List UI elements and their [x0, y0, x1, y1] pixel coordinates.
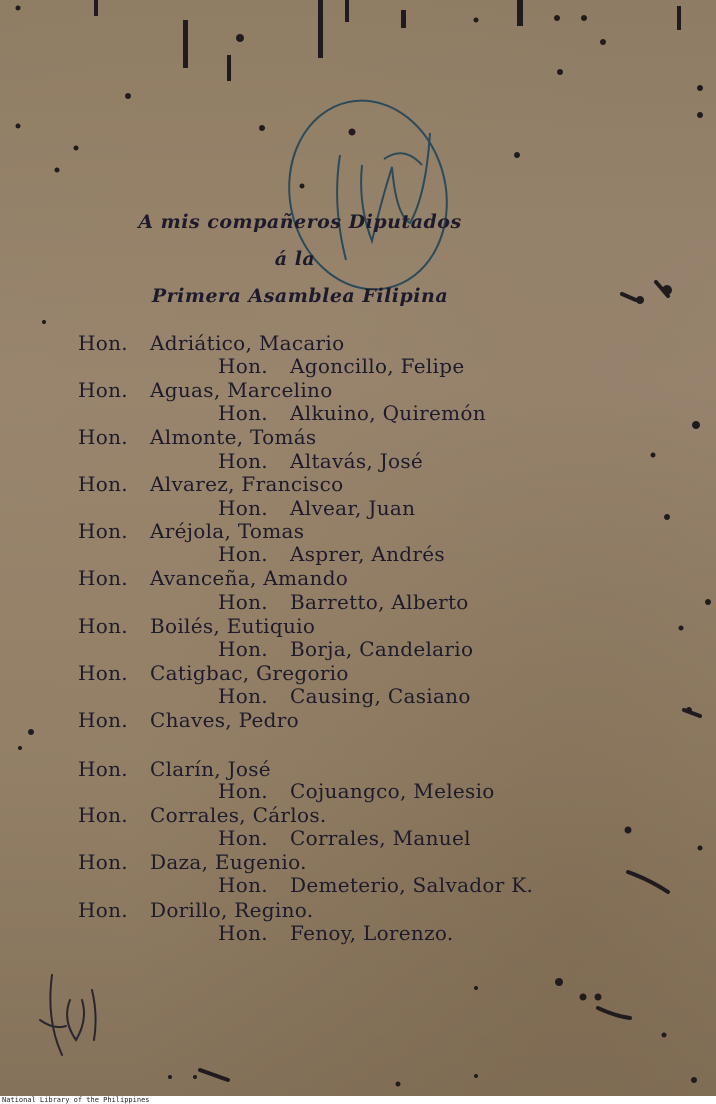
spot [557, 69, 563, 75]
honorific: Hon. [78, 757, 128, 781]
spot [474, 986, 478, 990]
ink-stroke [517, 0, 523, 26]
spot [514, 152, 520, 158]
honorific: Hon. [218, 779, 268, 803]
spot [580, 994, 587, 1001]
honorific: Hon. [78, 708, 128, 732]
spot [16, 124, 21, 129]
spot [698, 846, 703, 851]
ink-stroke [183, 20, 188, 68]
spot [125, 93, 131, 99]
member-entry [78, 425, 317, 449]
member-name: Corrales, Cárlos. [150, 803, 327, 827]
ink-smudge [200, 1070, 228, 1080]
dedication-line-3: Primera Asamblea Filipina [151, 285, 449, 307]
spot [697, 85, 703, 91]
honorific: Hon. [78, 661, 128, 685]
spot [554, 15, 560, 21]
spot [705, 599, 711, 605]
ink-stroke [401, 10, 406, 28]
spot [651, 453, 656, 458]
member-entry [218, 401, 486, 425]
member-entry [218, 779, 495, 803]
ink-stroke [345, 0, 349, 22]
member-entry [78, 803, 327, 827]
ink-smudge [622, 294, 636, 300]
spot [168, 1075, 172, 1079]
member-entry [78, 850, 307, 874]
spot [28, 729, 34, 735]
member-name: Cojuangco, Melesio [290, 779, 495, 803]
member-name: Aréjola, Tomas [150, 519, 305, 543]
member-entry [78, 331, 344, 355]
member-name: Alkuino, Quiremón [290, 401, 486, 425]
spot [600, 39, 606, 45]
honorific: Hon. [218, 542, 268, 566]
honorific: Hon. [78, 803, 128, 827]
spot [396, 1082, 401, 1087]
member-name: Altavás, José [290, 449, 424, 473]
member-name: Aguas, Marcelino [150, 378, 333, 402]
member-name: Alvear, Juan [290, 496, 416, 520]
honorific: Hon. [78, 331, 128, 355]
spot [555, 978, 563, 986]
member-name: Corrales, Manuel [290, 826, 471, 850]
member-entry [78, 378, 333, 402]
ink-smudge [598, 1008, 630, 1018]
spot [581, 15, 587, 21]
member-name: Almonte, Tomás [150, 425, 317, 449]
spot [679, 626, 684, 631]
honorific: Hon. [218, 684, 268, 708]
honorific: Hon. [78, 898, 128, 922]
member-entry [218, 496, 415, 520]
ink-stroke [677, 6, 681, 30]
handwritten-mark [32, 960, 122, 1070]
member-name: Causing, Casiano [290, 684, 471, 708]
honorific: Hon. [218, 496, 268, 520]
ink-smudge [684, 710, 700, 716]
dedication-line-2: á la [274, 248, 316, 270]
spot [18, 746, 22, 750]
honorific: Hon. [78, 566, 128, 590]
member-entry [218, 542, 445, 566]
footer-credit: National Library of the Philippines [2, 1096, 150, 1104]
honorific: Hon. [218, 826, 268, 850]
spot [74, 146, 79, 151]
honorific: Hon. [218, 449, 268, 473]
ink-smudge [628, 872, 668, 892]
spot [259, 125, 265, 131]
member-name: Avanceña, Amando [150, 566, 349, 590]
spot [664, 514, 670, 520]
member-name: Alvarez, Francisco [150, 472, 344, 496]
spot [474, 1074, 478, 1078]
honorific: Hon. [78, 472, 128, 496]
spot [691, 1077, 697, 1083]
spot [193, 1075, 197, 1079]
member-name: Barretto, Alberto [290, 590, 469, 614]
member-name: Demeterio, Salvador K. [290, 873, 534, 897]
member-entry [218, 354, 464, 378]
member-name: Catigbac, Gregorio [150, 661, 349, 685]
member-name: Borja, Candelario [290, 637, 474, 661]
spot [42, 320, 46, 324]
member-entry [78, 566, 348, 590]
spot [662, 1033, 667, 1038]
spot [697, 112, 703, 118]
member-entry [218, 449, 423, 473]
member-entry [218, 921, 454, 945]
spot [236, 34, 244, 42]
honorific: Hon. [218, 921, 268, 945]
member-entry [78, 708, 299, 732]
member-entry [218, 590, 469, 614]
honorific: Hon. [218, 354, 268, 378]
member-name: Agoncillo, Felipe [290, 354, 465, 378]
member-name: Adriático, Macario [150, 331, 345, 355]
honorific: Hon. [78, 378, 128, 402]
member-entry [78, 519, 304, 543]
member-name: Daza, Eugenio. [150, 850, 307, 874]
member-name: Dorillo, Regino. [150, 898, 314, 922]
member-entry [78, 757, 271, 781]
member-name: Boilés, Eutiquio [150, 614, 316, 638]
member-entry [218, 637, 473, 661]
member-entry [78, 614, 315, 638]
honorific: Hon. [78, 519, 128, 543]
spot [16, 6, 21, 11]
spot [474, 18, 479, 23]
dedication-line-1: A mis compañeros Diputados [138, 211, 462, 233]
member-entry [78, 472, 343, 496]
ink-stroke [318, 0, 323, 58]
member-entry [218, 684, 471, 708]
member-entry [218, 826, 471, 850]
member-name: Chaves, Pedro [150, 708, 299, 732]
honorific: Hon. [218, 401, 268, 425]
ink-stroke [94, 0, 98, 16]
honorific: Hon. [78, 425, 128, 449]
member-entry [78, 898, 313, 922]
honorific: Hon. [78, 850, 128, 874]
member-entry [78, 661, 349, 685]
honorific: Hon. [218, 637, 268, 661]
spot [55, 168, 60, 173]
member-name: Fenoy, Lorenzo. [290, 921, 454, 945]
spot [595, 994, 602, 1001]
spot [625, 827, 632, 834]
honorific: Hon. [218, 873, 268, 897]
honorific: Hon. [218, 590, 268, 614]
member-name: Asprer, Andrés [290, 542, 445, 566]
member-entry [218, 873, 533, 897]
member-name: Clarín, José [150, 757, 271, 781]
ink-stroke [227, 55, 231, 81]
honorific: Hon. [78, 614, 128, 638]
spot [692, 421, 700, 429]
